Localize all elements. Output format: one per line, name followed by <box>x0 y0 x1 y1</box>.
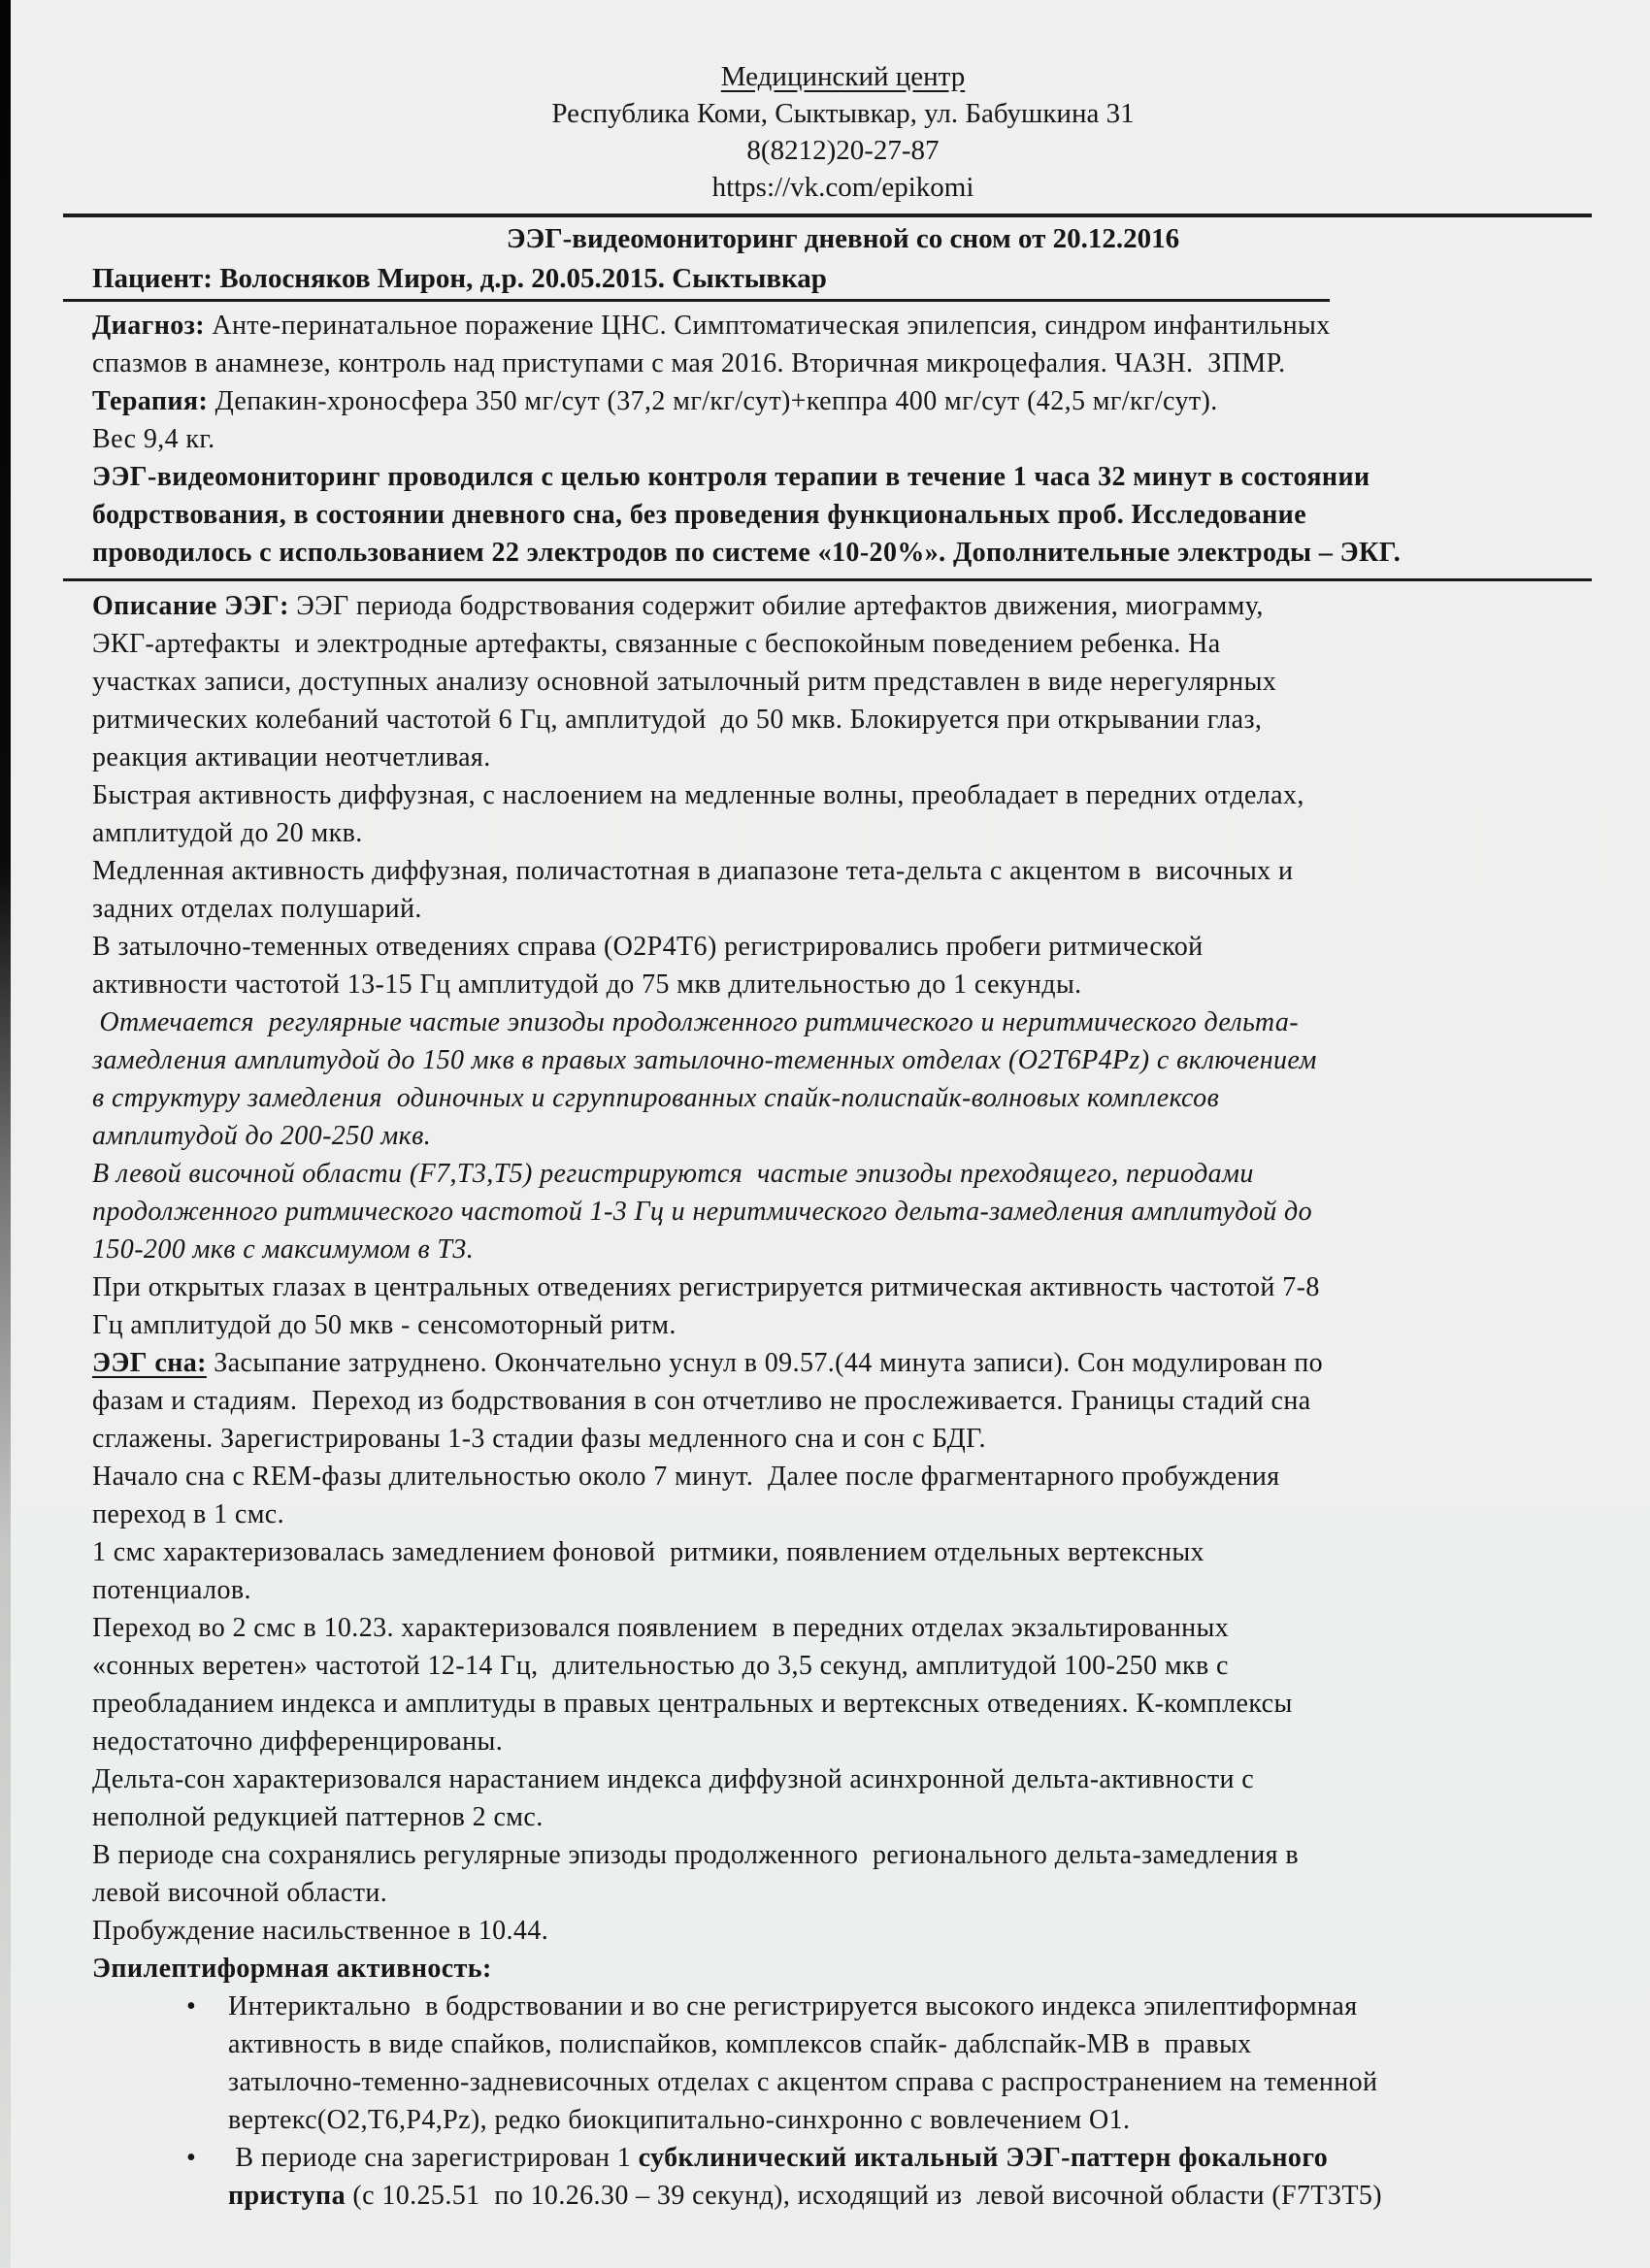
text-run: В периоде сна сохранялись регулярные эпизоды продолженного регионального дельта-замедления в <box>92 1840 1299 1870</box>
text-run: Медленная активность диффузная, поличастотная в диапазоне тета-дельта с акцентом в височных и <box>92 856 1294 886</box>
text-line <box>92 1723 1594 1760</box>
text-line <box>92 776 1594 814</box>
text-run: приступа <box>228 2181 346 2211</box>
text-line <box>92 663 1594 701</box>
text-run: активность в виде спайков, полиспайков, комплексов спайк- даблспайк-МВ в правых <box>228 2029 1252 2059</box>
patient-line: Пациент: Волосняков Мирон, д.р. 20.05.2015. Сыктывкар <box>92 263 827 294</box>
bullet-list-item-line <box>92 1988 1594 2025</box>
text-line <box>92 1912 1594 1950</box>
text-run: недостаточно дифференцированы. <box>92 1726 504 1757</box>
text-line <box>92 1685 1594 1723</box>
text-run: левой височной области. <box>92 1878 388 1908</box>
text-line <box>92 458 1594 496</box>
text-line <box>92 534 1594 572</box>
text-run: продолженного ритмического частотой 1-3 Гц и неритмического дельта-замедления амплитудой до <box>92 1197 1312 1227</box>
text-line <box>92 2177 1594 2215</box>
text-line <box>92 1458 1594 1496</box>
text-run: Диагноз: <box>92 311 206 341</box>
text-line <box>92 814 1594 852</box>
text-line <box>92 1874 1594 1912</box>
text-run: «сонных веретен» частотой 12-14 Гц, длительностью до 3,5 секунд, амплитудой 100-250 мкв с <box>92 1651 1229 1681</box>
text-run: Эпилептиформная активность: <box>92 1954 492 1984</box>
text-run: (с 10.25.51 по 10.26.30 – 39 секунд), исходящий из левой височной области (F7T3T5) <box>345 2181 1382 2211</box>
text-line <box>92 2025 1594 2063</box>
text-run: реакция активации неотчетливая. <box>92 742 491 772</box>
text-line <box>92 852 1594 890</box>
text-run: участках записи, доступных анализу основной затылочный ритм представлен в виде нерегулярных <box>92 667 1277 697</box>
text-run: В левой височной области (F7,T3,T5) регистрируются частые эпизоды преходящего, периодами <box>92 1159 1254 1189</box>
text-run: амплитудой до 200-250 мкв. <box>92 1121 432 1151</box>
text-run: Вес 9,4 кг. <box>92 424 215 454</box>
text-run: Дельта-сон характеризовался нарастанием индекса диффузной асинхронной дельта-активности с <box>92 1764 1255 1794</box>
text-line <box>92 928 1594 966</box>
text-run: ЭЭГ периода бодрствования содержит обилие артефактов движения, миограмму, <box>288 591 1264 621</box>
text-line <box>92 1382 1594 1420</box>
text-run: 150-200 мкв с максимумом в T3. <box>92 1234 475 1265</box>
text-line <box>92 2063 1594 2101</box>
patient-divider-rule <box>63 299 1330 302</box>
text-run: Начало сна с REM-фазы длительностью около 7 минут. Далее после фрагментарного пробуждения <box>92 1462 1280 1492</box>
text-run: Переход во 2 смс в 10.23. характеризовался появлением в передних отделах экзальтированных <box>92 1613 1230 1643</box>
clinic-phone: 8(8212)20-27-87 <box>746 135 940 166</box>
text-run: субклинический иктальный ЭЭГ-паттерн фокального <box>638 2143 1329 2173</box>
text-line <box>92 625 1594 663</box>
bullet-icon: • <box>186 1991 197 2021</box>
text-line <box>92 2101 1594 2139</box>
text-run: При открытых глазах в центральных отведениях регистрируется ритмическая активность частотой 7-8 <box>92 1272 1320 1302</box>
text-line <box>92 587 1594 625</box>
text-run: Интериктально в бодрствовании и во сне регистрируется высокого индекса эпилептиформная <box>228 1991 1358 2021</box>
text-line <box>92 1041 1594 1079</box>
text-run: активности частотой 13-15 Гц амплитудой до 75 мкв длительностью до 1 секунды. <box>92 970 1082 1000</box>
text-line <box>92 1760 1594 1798</box>
text-run: фазам и стадиям. Переход из бодрствования в сон отчетливо не прослеживается. Границы стадий сна <box>92 1386 1311 1416</box>
text-run: замедления амплитудой до 150 мкв в правых затылочно-теменных отделах (O2T6P4Pz) с включением <box>92 1045 1317 1075</box>
text-line <box>92 701 1594 739</box>
text-line <box>92 420 1594 458</box>
text-run: В периоде сна зарегистрирован 1 <box>228 2143 639 2173</box>
text-line <box>92 1533 1594 1571</box>
header-divider-rule <box>63 214 1592 217</box>
text-line <box>92 1268 1594 1306</box>
clinic-name: Медицинский центр <box>720 61 966 92</box>
text-line <box>92 1155 1594 1193</box>
text-line <box>92 1836 1594 1874</box>
text-line <box>92 1344 1594 1382</box>
text-run: в структуру замедления одиночных и сгруппированных спайк-полиспайк-волновых комплексов <box>92 1083 1220 1113</box>
section-divider-rule <box>63 578 1592 581</box>
text-line <box>92 966 1594 1003</box>
text-run: ЭКГ-артефакты и электродные артефакты, связанные с беспокойным поведением ребенка. На <box>92 629 1221 659</box>
text-line <box>92 1798 1594 1836</box>
text-run: спазмов в анамнезе, контроль над приступами с мая 2016. Вторичная микроцефалия. ЧАЗН. ЗПМР. <box>92 348 1286 378</box>
text-run: ЭЭГ сна: <box>92 1348 207 1378</box>
bullet-list-item-line <box>92 2139 1594 2177</box>
clinic-address: Республика Коми, Сыктывкар, ул. Бабушкина 31 <box>551 98 1135 129</box>
text-line <box>92 1571 1594 1609</box>
text-line <box>92 496 1594 534</box>
text-run: вертекс(O2,T6,P4,Pz), редко биокципитально-синхронно с вовлечением O1. <box>228 2105 1131 2135</box>
text-run: В затылочно-теменных отведениях справа (O2P4T6) регистрировались пробеги ритмической <box>92 932 1204 962</box>
clinic-website-url: https://vk.com/epikomi <box>711 172 974 203</box>
text-line <box>92 345 1594 382</box>
report-body <box>92 307 1594 2215</box>
text-line <box>92 1306 1594 1344</box>
text-run: Терапия: <box>92 386 209 416</box>
text-run: Отмечается регулярные частые эпизоды продолженного ритмического и неритмического дельта- <box>92 1007 1299 1037</box>
text-run: Описание ЭЭГ: <box>92 591 289 621</box>
text-line <box>92 1079 1594 1117</box>
text-run: преобладанием индекса и амплитуды в правых центральных и вертексных отведениях. К-комплексы <box>92 1689 1293 1719</box>
text-line <box>92 1496 1594 1533</box>
text-line <box>92 1950 1594 1988</box>
text-run: ритмических колебаний частотой 6 Гц, амплитудой до 50 мкв. Блокируется при открывании глаз, <box>92 705 1263 735</box>
text-run: неполной редукцией паттернов 2 смс. <box>92 1802 544 1832</box>
text-run: бодрствования, в состоянии дневного сна, без проведения функциональных проб. Исследование <box>92 500 1307 530</box>
text-run: Депакин-хроносфера 350 мг/сут (37,2 мг/кг/сут)+кеппра 400 мг/сут (42,5 мг/кг/сут). <box>208 386 1218 416</box>
text-line <box>92 1420 1594 1458</box>
text-run: задних отделах полушарий. <box>92 894 422 924</box>
text-run: проводилось с использованием 22 электродов по системе «10-20%». Дополнительные электроды – ЭКГ. <box>92 538 1402 568</box>
text-line <box>92 1003 1594 1041</box>
text-line <box>92 382 1594 420</box>
text-run: потенциалов. <box>92 1575 251 1605</box>
text-run: 1 смс характеризовалась замедлением фоновой ритмики, появлением отдельных вертексных <box>92 1537 1204 1567</box>
text-run: затылочно-теменно-задневисочных отделах с акцентом справа с распространением на теменной <box>228 2067 1378 2097</box>
clinic-header <box>92 58 1594 206</box>
text-run: ЭЭГ-видеомониторинг проводился с целью контроля терапии в течение 1 часа 32 минут в состоянии <box>92 462 1370 492</box>
text-line <box>92 1193 1594 1231</box>
text-run: переход в 1 смс. <box>92 1499 285 1529</box>
text-line <box>92 739 1594 776</box>
bullet-icon: • <box>186 2143 197 2173</box>
text-line <box>92 890 1594 928</box>
text-line <box>92 1609 1594 1647</box>
text-run: Быстрая активность диффузная, с наслоением на медленные волны, преобладает в передних отделах, <box>92 780 1304 810</box>
report-title: ЭЭГ-видеомониторинг дневной со сном от 20.12.2016 <box>506 223 1180 254</box>
text-run: Пробуждение насильственное в 10.44. <box>92 1916 549 1946</box>
text-run: Засыпание затруднено. Окончательно уснул в 09.57.(44 минута записи). Сон модулирован по <box>206 1348 1324 1378</box>
text-line <box>92 1231 1594 1268</box>
text-line <box>92 307 1594 345</box>
text-run: Гц амплитудой до 50 мкв - сенсомоторный ритм. <box>92 1310 676 1340</box>
text-run: Анте-перинатальное поражение ЦНС. Симптоматическая эпилепсия, синдром инфантильных <box>205 311 1331 341</box>
text-run: сглажены. Зарегистрированы 1-3 стадии фазы медленного сна и сон с БДГ. <box>92 1424 986 1454</box>
text-run: амплитудой до 20 мкв. <box>92 818 363 848</box>
text-line <box>92 1647 1594 1685</box>
text-line <box>92 1117 1594 1155</box>
